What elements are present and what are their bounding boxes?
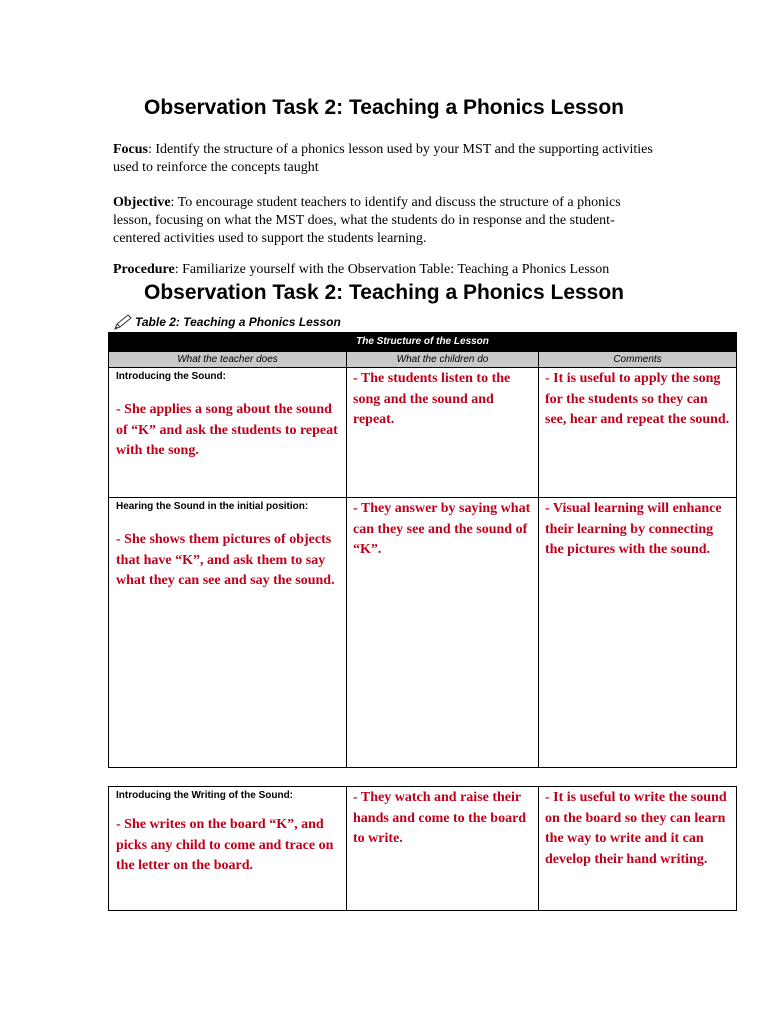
teacher-cell: [109, 498, 347, 768]
teacher-cell: [109, 787, 347, 911]
teacher-cell: [109, 368, 347, 498]
table-row: [109, 787, 737, 911]
table-banner: The Structure of the Lesson: [109, 333, 737, 352]
page-title-repeat: Observation Task 2: Teaching a Phonics Lesson: [143, 281, 625, 304]
focus-text: : Identify the structure of a phonics lesson used by your MST and the supporting activities used to reinforce the concepts taught: [113, 142, 653, 175]
row-label: Introducing the Sound:: [116, 371, 226, 382]
objective-paragraph: [113, 194, 658, 248]
children-cell: [347, 787, 539, 911]
observation-table-continued: [108, 786, 737, 911]
procedure-text: : Familiarize yourself with the Observation Table: Teaching a Phonics Lesson: [174, 262, 610, 277]
children-text: - They watch and raise their hands and come to the board to write.: [353, 790, 527, 846]
children-cell: [347, 498, 539, 768]
comments-text: - Visual learning will enhance their learning by connecting the pictures with the sound.: [545, 501, 722, 557]
objective-label: Objective: [113, 195, 171, 210]
header-teacher: What the teacher does: [109, 352, 347, 368]
page-title: Observation Task 2: Teaching a Phonics Lesson: [143, 96, 625, 119]
comments-cell: [539, 368, 737, 498]
table-row: [109, 368, 737, 498]
table-header-row: [109, 352, 737, 368]
children-cell: [347, 368, 539, 498]
comments-text: - It is useful to apply the song for the students so they can see, hear and repeat the sound.: [545, 371, 730, 427]
objective-text: : To encourage student teachers to identify and discuss the structure of a phonics lesson, focusing on what the MST does, what the students do in response and the student-centered activities used to support the students learning.: [113, 195, 621, 246]
row-label: Hearing the Sound in the initial position:: [116, 501, 309, 512]
header-comments: Comments: [539, 352, 737, 368]
table-caption: [113, 313, 341, 331]
procedure-label: Procedure: [113, 262, 175, 277]
comments-cell: [539, 498, 737, 768]
header-children: What the children do: [347, 352, 539, 368]
teacher-text: - She applies a song about the sound of “K” and ask the students to repeat with the song.: [116, 402, 338, 458]
comments-text: - It is useful to write the sound on the board so they can learn the way to write and it can develop their hand writing.: [545, 790, 727, 867]
children-text: - They answer by saying what can they see and the sound of “K”.: [353, 501, 531, 557]
teacher-text: - She writes on the board “K”, and picks any child to come and trace on the letter on the board.: [116, 817, 334, 873]
table-row: [109, 498, 737, 768]
focus-paragraph: [113, 141, 658, 177]
procedure-paragraph: [113, 261, 658, 279]
pencil-icon: [113, 313, 133, 331]
teacher-text: - She shows them pictures of objects that have “K”, and ask them to say what they can see and say the sound.: [116, 532, 335, 588]
table-caption-text: Table 2: Teaching a Phonics Lesson: [135, 315, 341, 329]
table-banner-row: [109, 333, 737, 352]
observation-table: [108, 332, 737, 768]
children-text: - The students listen to the song and the sound and repeat.: [353, 371, 511, 427]
comments-cell: [539, 787, 737, 911]
row-label: Introducing the Writing of the Sound:: [116, 790, 294, 801]
focus-label: Focus: [113, 142, 148, 157]
